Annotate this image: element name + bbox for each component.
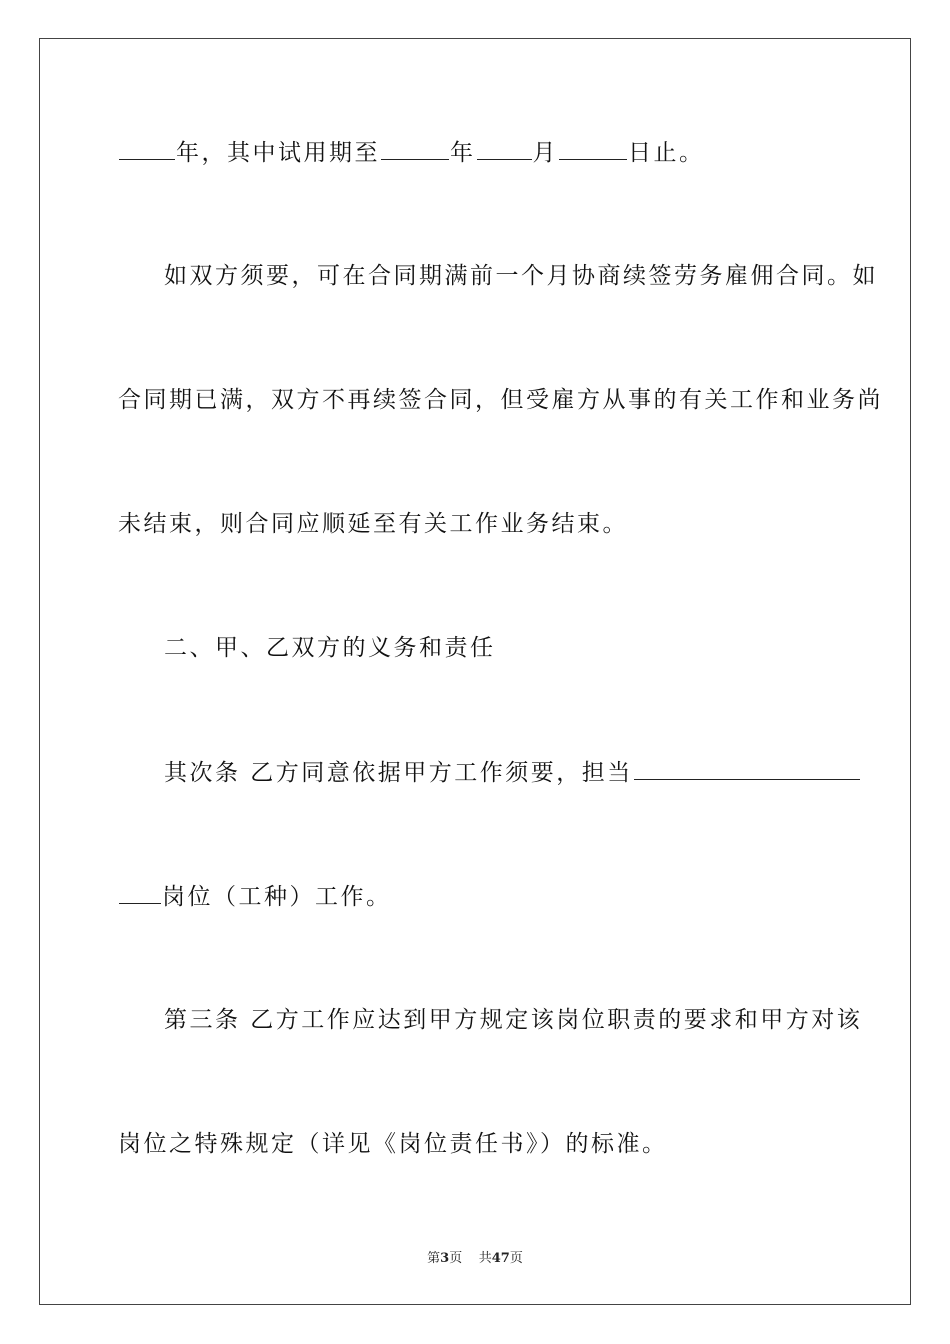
page-footer — [0, 1247, 950, 1266]
article-3-line-1: 第三条 乙方工作应达到甲方规定该岗位职责的要求和甲方对该 — [164, 1007, 863, 1033]
renewal-paragraph-line-1: 如双方须要，可在合同期满前一个月协商续签劳务雇佣合同。如 — [164, 263, 878, 289]
article-2-line-2 — [118, 881, 392, 912]
blank-day — [559, 137, 627, 160]
text-segment: 日止。 — [628, 140, 705, 166]
article-3-line-2: 岗位之特殊规定（详见《岗位责任书》）的标准。 — [118, 1131, 668, 1157]
page-border — [39, 38, 911, 1305]
footer-text: 第 — [427, 1251, 441, 1266]
footer-text: 页 — [509, 1251, 523, 1266]
blank-position-cont — [119, 881, 161, 904]
blank-year — [381, 137, 449, 160]
article-2-line-1 — [164, 757, 861, 788]
total-pages: 47 — [491, 1251, 510, 1266]
text-segment: 其次条 乙方同意依据甲方工作须要，担当 — [164, 760, 633, 786]
blank-years — [119, 137, 175, 160]
renewal-paragraph-line-2: 合同期已满，双方不再续签合同，但受雇方从事的有关工作和业务尚 — [118, 387, 883, 413]
blank-month — [477, 137, 532, 160]
footer-text: 共 — [478, 1251, 492, 1266]
text-segment: 月 — [532, 140, 558, 166]
blank-position — [634, 757, 860, 780]
renewal-paragraph-line-3: 未结束，则合同应顺延至有关工作业务结束。 — [118, 511, 628, 537]
text-segment: 年，其中试用期至 — [176, 140, 380, 166]
section-heading: 二、甲、乙双方的义务和责任 — [164, 635, 496, 661]
footer-text: 页 — [449, 1251, 463, 1266]
text-segment: 年 — [450, 140, 476, 166]
contract-term-line — [118, 137, 705, 168]
page-number: 3 — [440, 1251, 450, 1266]
text-segment: 岗位（工种）工作。 — [162, 884, 392, 910]
